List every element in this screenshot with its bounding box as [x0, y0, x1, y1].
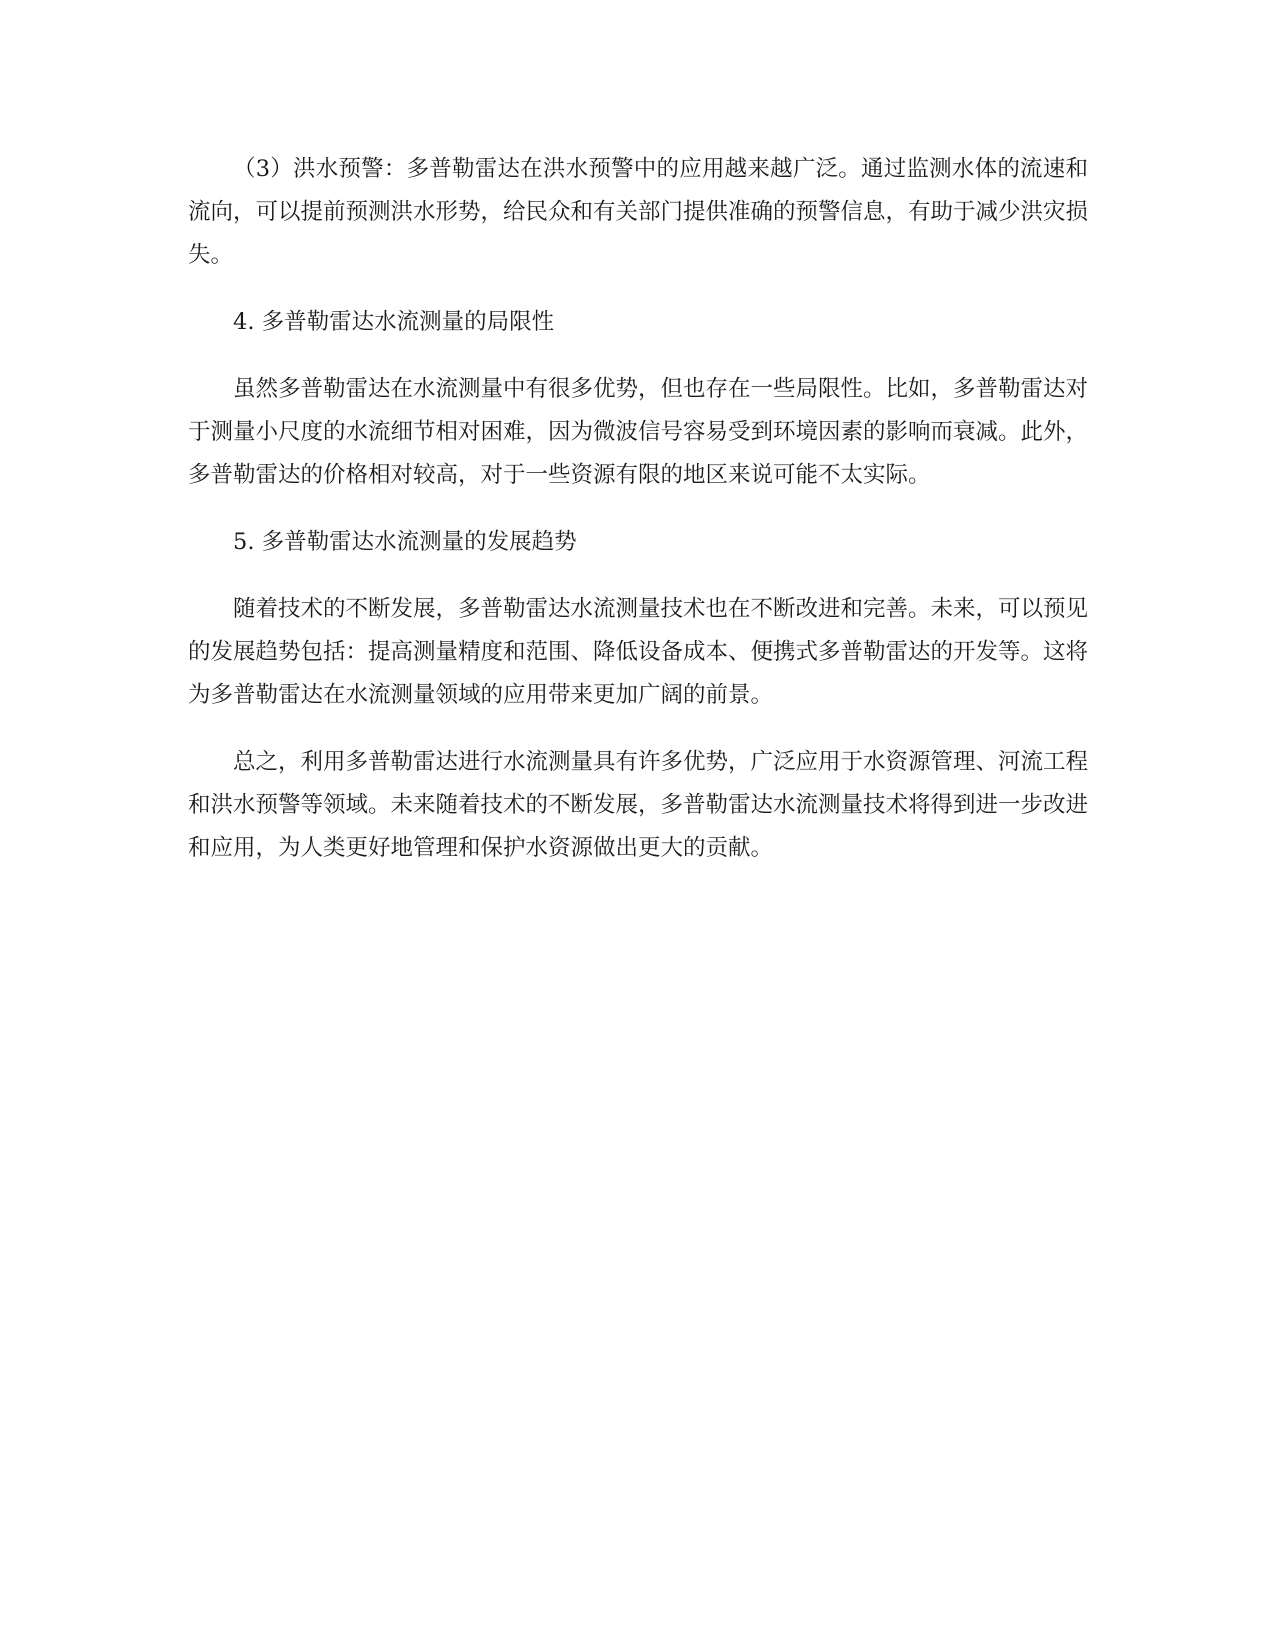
paragraph-flood-warning: （3）洪水预警：多普勒雷达在洪水预警中的应用越来越广泛。通过监测水体的流速和流向，可以提前预测洪水形势，给民众和有关部门提供准确的预警信息，有助于减少洪灾损失。: [188, 156, 1089, 268]
document-page: [188, 148, 1088, 894]
paragraph-conclusion: 总之，利用多普勒雷达进行水流测量具有许多优势，广泛应用于水资源管理、河流工程和洪水预警等领域。未来随着技术的不断发展，多普勒雷达水流测量技术将得到进一步改进和应用，为人类更好地管理和保护水资源做出更大的贡献。: [188, 749, 1089, 861]
section-heading-limitations: 4. 多普勒雷达水流测量的局限性: [233, 309, 555, 335]
paragraph-limitations: 虽然多普勒雷达在水流测量中有很多优势，但也存在一些局限性。比如，多普勒雷达对于测量小尺度的水流细节相对困难，因为微波信号容易受到环境因素的影响而衰减。此外，多普勒雷达的价格相对较高，对于一些资源有限的地区来说可能不太实际。: [188, 376, 1089, 488]
paragraph-trends: 随着技术的不断发展，多普勒雷达水流测量技术也在不断改进和完善。未来，可以预见的发展趋势包括：提高测量精度和范围、降低设备成本、便携式多普勒雷达的开发等。这将为多普勒雷达在水流测量领域的应用带来更加广阔的前景。: [188, 596, 1089, 708]
section-heading-trends: 5. 多普勒雷达水流测量的发展趋势: [233, 529, 577, 555]
